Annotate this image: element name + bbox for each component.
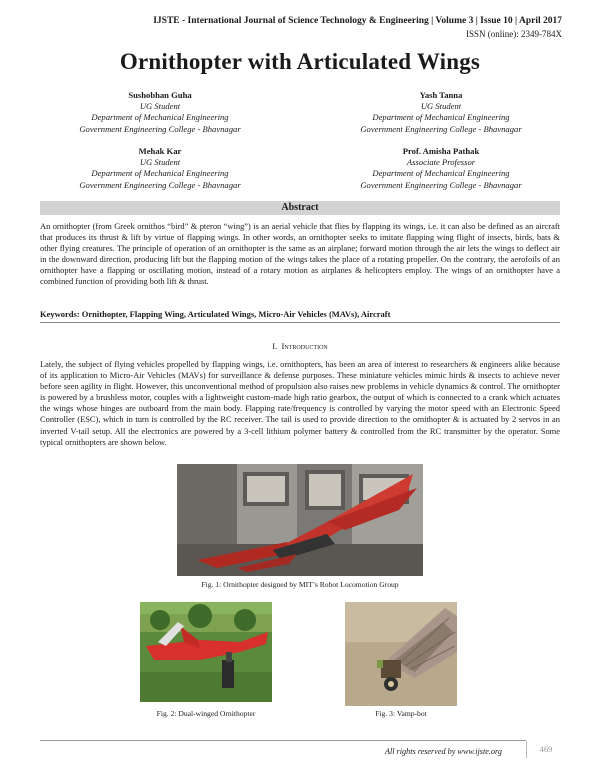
author-department: Department of Mechanical Engineering (372, 168, 510, 179)
intro-text: Lately, the subject of flying vehicles propelled by flapping wings, i.e. ornithopters, has been an area of interest to researchers & engineers alike because of its application to Micro-Air Vehicles (MAVs) for surveillance & defense purposes. These miniature vehicles mimic birds & insects to achieve never before seen agility in flight. However, this unconventional method of propulsion also raises new problems in vehicle dynamics & control. The ornithopter is powered by a brushless motor, couples with a lightweight custom-made high ratio gearbox, the output of which is connected to a crank which actuates the wings whose hinges are outboard from the main body. Flapping rate/frequency is controlled by varying the motor speed with an Electronic Speed Controller (ESC), which in turn is controlled by the RC receiver. The tail is used to provide direction to the ornithopter & is actuated by 2 servos in an inverted V-tail setup. All the electronics are powered by a 3-cell lithium polymer battery & controlled from the RC transmitter by the operator. Some typical ornithopters are shown below. (40, 359, 560, 447)
keywords: Keywords: Ornithopter, Flapping Wing, Articulated Wings, Micro-Air Vehicles (MAVs), Aircraft (40, 309, 391, 319)
figure-1-caption: Fig. 1: Ornithopter designed by MIT’s Robot Locomotion Group (201, 580, 399, 589)
footer-divider (40, 740, 526, 741)
abstract-heading: Abstract (40, 201, 560, 215)
figure-3-image (345, 602, 457, 706)
author-name: Mehak Kar (138, 146, 182, 156)
author-name: Prof. Amisha Pathak (402, 146, 480, 156)
figure-2-caption: Fig. 2: Dual-winged Ornithopter (156, 709, 256, 718)
author-college: Government Engineering College - Bhavnagar (79, 179, 241, 190)
author-department: Department of Mechanical Engineering (372, 112, 510, 123)
section-number: I. (272, 341, 278, 351)
author-name: Yash Tanna (419, 90, 463, 100)
figure-1-image (177, 464, 423, 576)
figure-2-image (140, 602, 272, 702)
paper-title: Ornithopter with Articulated Wings (119, 49, 481, 74)
issn-label: ISSN (online): 2349-784X (466, 29, 562, 39)
author-college: Government Engineering College - Bhavnagar (79, 123, 241, 134)
author-block-4 (316, 146, 566, 191)
divider (40, 322, 560, 323)
figure-3-caption: Fig. 3: Vamp-bot (375, 709, 427, 718)
author-department: Department of Mechanical Engineering (91, 112, 229, 123)
author-college: Government Engineering College - Bhavnagar (360, 123, 522, 134)
journal-header: IJSTE - International Journal of Science Technology & Engineering | Volume 3 | Issue 10 | April 2017 (153, 16, 562, 26)
author-role: UG Student (139, 157, 181, 168)
author-role: UG Student (420, 101, 462, 112)
author-role: UG Student (139, 101, 181, 112)
author-block-2 (316, 90, 566, 135)
abstract-text: An ornithopter (from Greek ornithos “bird” & pteron “wing”) is an aerial vehicle that flies by flapping its wings, i.e. it can also be defined as an aircraft that produces its thrust & lift by virtue of flapping wings. In other words, an ornithopter seeks to imitate flapping wing flight of insects, birds, bats & other flying creatures. The principle of operation of an ornithopter is the same as an airplane; forward motion through the air lets the wings to deflect air in the downward direction, producing lift but the flapping motion of the wings takes the place of a rotating propeller. On the contrary, the aerofoils of an ornithopter have a flapping or oscillating motion, instead of a rotary motion as airplanes & helicopters employ. The wings of an ornithopter have a combined function of providing both lift & thrust. (40, 221, 560, 287)
author-college: Government Engineering College - Bhavnagar (360, 179, 522, 190)
author-role: Associate Professor (406, 157, 476, 168)
author-block-1 (40, 90, 280, 135)
author-block-3 (40, 146, 280, 191)
section-title: Introduction (281, 341, 328, 351)
author-department: Department of Mechanical Engineering (91, 168, 229, 179)
section-heading (0, 341, 600, 351)
footer-rights: All rights reserved by www.ijste.org (384, 747, 502, 756)
author-name: Sushobhan Guha (128, 90, 192, 100)
page-number: 469 (526, 741, 565, 758)
